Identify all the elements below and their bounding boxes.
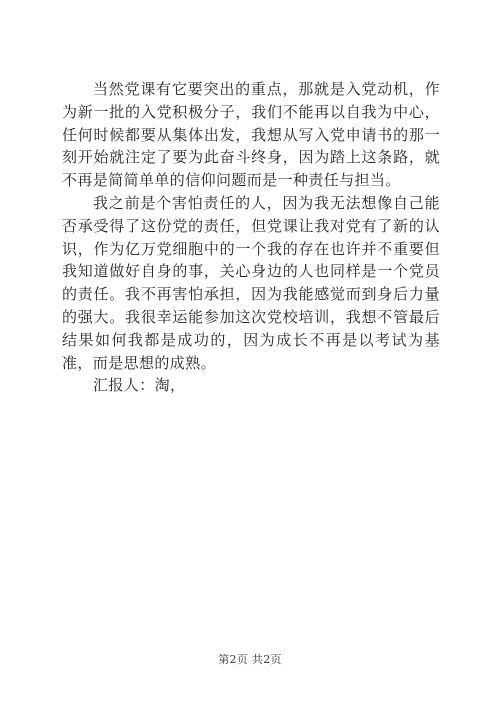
signature-line: 汇报人：淘，: [93, 376, 186, 395]
paragraph-2: 我之前是个害怕责任的人，因为我无法想像自己能否承受得了这份党的责任，但党课让我对党有了新的认识，作为亿万党细胞中的一个我的存在也许并不重要但我知道做好自身的事，关心身边的人也同样是一个党员的责任。我不再害怕承担，因为我能感觉而到身后力量的强大。我很幸运能参加这次党校培训，我想不管最后结果如何我都是成功的，因为成长不再是以考试为基准，而是思想的成熟。: [62, 193, 440, 372]
page-footer: 第2页 共2页: [218, 653, 282, 666]
document-body: [62, 78, 440, 397]
paragraph-1: 当然党课有它要突出的重点，那就是入党动机，作为新一批的入党积极分子，我们不能再以自我为中心，任何时候都要从集体出发，我想从写入党申请书的那一刻开始就注定了要为此奋斗终身，因为踏上这条路，就不再是简简单单的信仰问题而是一种责任与担当。: [62, 80, 440, 190]
